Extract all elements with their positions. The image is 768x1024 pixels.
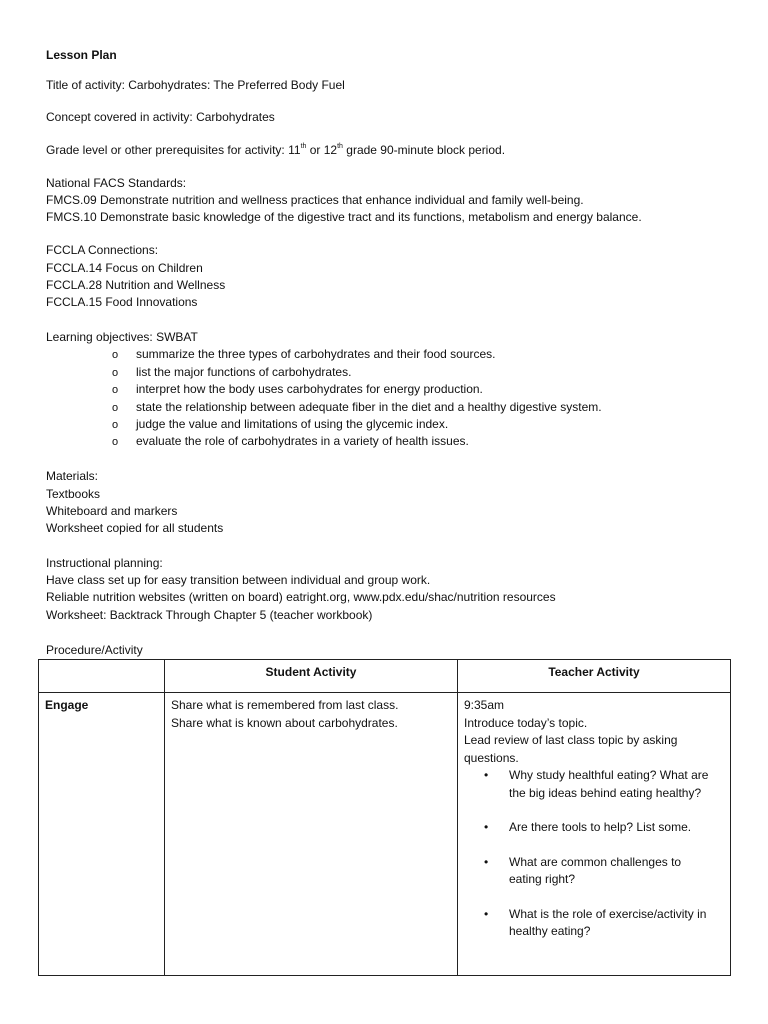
grade-prefix: Grade level or other prerequisites for activity: 11	[46, 143, 301, 157]
bullet-icon: •	[484, 906, 489, 921]
grade-suffix: grade 90-minute block period.	[342, 143, 506, 157]
bullet-icon: •	[484, 768, 489, 782]
bullet-icon: o	[112, 367, 119, 379]
procedure-table	[38, 659, 731, 976]
materials-heading: Materials:	[46, 469, 99, 483]
facs-item: FMCS.10 Demonstrate basic knowledge of the digestive tract and its functions, metabolism and energy balance.	[46, 210, 642, 224]
objectives-heading: Learning objectives: SWBAT	[46, 330, 198, 344]
bullet-icon: •	[484, 854, 489, 869]
bullet-icon: o	[112, 384, 119, 396]
teacher-activity-cell	[458, 693, 731, 976]
planning-item: Worksheet: Backtrack Through Chapter 5 (teacher workbook)	[46, 608, 373, 622]
header-cell-student: Student Activity	[165, 660, 458, 693]
facs-heading: National FACS Standards:	[46, 176, 187, 190]
header-cell-blank	[39, 660, 165, 693]
planning-item: Reliable nutrition websites (written on board) eatright.org, www.pdx.edu/shac/nutrition resources	[46, 590, 556, 604]
question-item: • Are there tools to help? List some.	[464, 819, 724, 837]
planning-heading: Instructional planning:	[46, 556, 163, 570]
student-activity-line: Share what is remembered from last class.	[171, 698, 399, 712]
table-header-row	[39, 660, 731, 693]
grade-sup-1: th	[300, 143, 307, 150]
bullet-icon: o	[112, 419, 119, 431]
procedure-heading: Procedure/Activity	[46, 643, 143, 657]
fccla-item: FCCLA.14 Focus on Children	[46, 261, 203, 275]
bullet-icon: o	[112, 349, 119, 361]
question-item: • Why study healthful eating? What are the big ideas behind eating healthy?	[484, 768, 709, 800]
question-item: • What is the role of exercise/activity in healthy eating?	[484, 906, 707, 938]
question-item: • What are common challenges to eating right?	[484, 854, 682, 886]
grade-sup-2: th	[337, 143, 343, 150]
grade-level	[46, 142, 505, 159]
student-activity-cell	[165, 693, 458, 976]
fccla-item: FCCLA.15 Food Innovations	[46, 295, 198, 309]
document-title: Lesson Plan	[46, 48, 117, 62]
objective-item: o evaluate the role of carbohydrates in a variety of health issues.	[112, 433, 469, 451]
header-cell-teacher: Teacher Activity	[458, 660, 731, 693]
teacher-activity-line: Introduce today’s topic.	[464, 715, 588, 730]
teacher-time: 9:35am	[464, 698, 505, 712]
materials-item: Whiteboard and markers	[46, 504, 178, 518]
bullet-icon: o	[112, 436, 119, 448]
teacher-activity-line: Lead review of last class topic by asking	[464, 733, 678, 747]
materials-item: Worksheet copied for all students	[46, 521, 224, 535]
fccla-item: FCCLA.28 Nutrition and Wellness	[46, 278, 226, 292]
facs-item: FMCS.09 Demonstrate nutrition and wellness practices that enhance individual and family well-being.	[46, 193, 584, 207]
objective-item: o judge the value and limitations of using the glycemic index.	[112, 416, 448, 434]
planning-item: Have class set up for easy transition between individual and group work.	[46, 573, 431, 587]
teacher-activity-line: questions.	[464, 750, 519, 765]
question-list	[464, 767, 724, 941]
objective-item: o state the relationship between adequate fiber in the diet and a healthy digestive system.	[112, 399, 602, 417]
fccla-heading: FCCLA Connections:	[46, 243, 159, 257]
objective-item: o list the major functions of carbohydrates.	[112, 364, 351, 382]
student-activity-line: Share what is known about carbohydrates.	[171, 715, 398, 730]
concept-covered: Concept covered in activity: Carbohydrates	[46, 110, 275, 124]
phase-label: Engage	[39, 693, 165, 976]
objective-item: o summarize the three types of carbohydrates and their food sources.	[112, 346, 496, 364]
table-row-engage	[39, 693, 731, 976]
materials-item: Textbooks	[46, 487, 101, 501]
bullet-icon: o	[112, 402, 119, 414]
objective-item: o interpret how the body uses carbohydrates for energy production.	[112, 381, 483, 399]
bullet-icon: •	[484, 820, 489, 834]
activity-title: Title of activity: Carbohydrates: The Preferred Body Fuel	[46, 78, 345, 92]
grade-mid: or 12	[306, 143, 338, 157]
